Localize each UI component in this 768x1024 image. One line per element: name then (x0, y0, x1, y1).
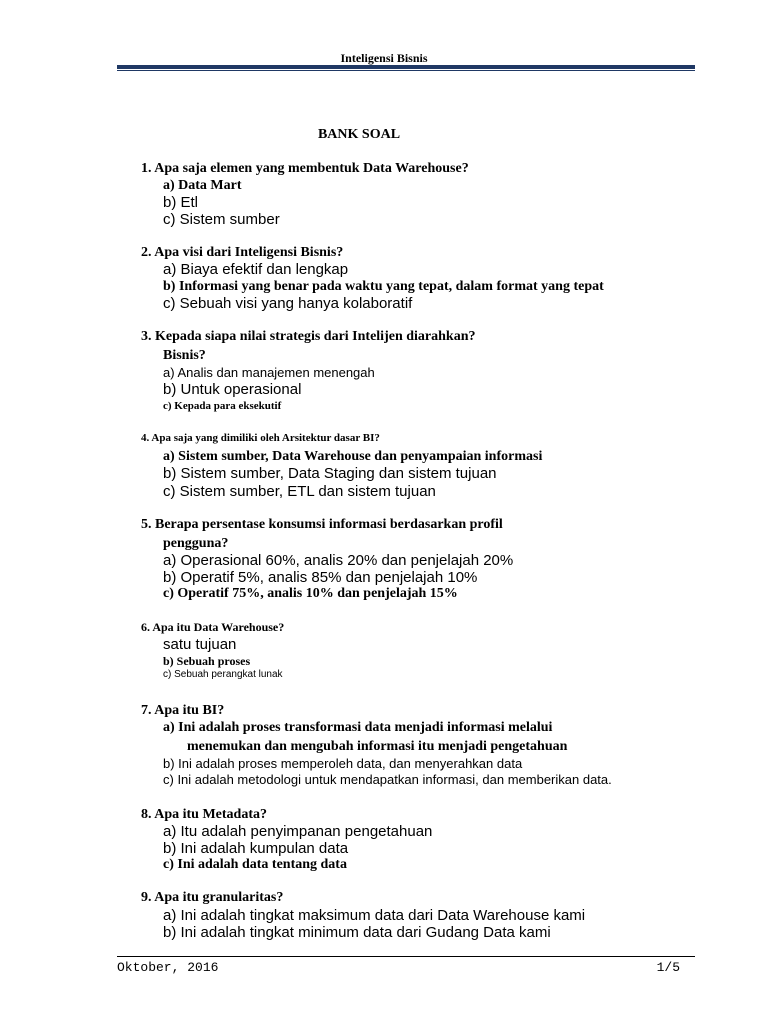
option-6c: c) Sebuah perangkat lunak (163, 669, 283, 680)
page-number: 1/5 (656, 960, 680, 975)
option-3b: b) Untuk operasional (163, 381, 302, 398)
option-3c: c) Kepada para eksekutif (163, 400, 282, 412)
option-4b: b) Sistem sumber, Data Staging dan sistem tujuan (163, 465, 497, 482)
question-7: 7. Apa itu BI? (141, 703, 225, 718)
question-4: 4. Apa saja yang dimiliki oleh Arsitektur dasar BI? (141, 432, 380, 444)
option-9a: a) Ini adalah tingkat maksimum data dari Data Warehouse kami (163, 907, 586, 924)
question-9: 9. Apa itu granularitas? (141, 890, 284, 905)
footer-rule (117, 956, 695, 957)
option-7b: b) Ini adalah proses memperoleh data, dan menyerahkan data (163, 756, 523, 771)
option-9b: b) Ini adalah tingkat minimum data dari Gudang Data kami (163, 924, 551, 941)
option-7a: a) Ini adalah proses transformasi data menjadi informasi melalui (163, 720, 553, 735)
option-6a: satu tujuan (163, 636, 237, 653)
document-title: BANK SOAL (317, 127, 401, 142)
question-8: 8. Apa itu Metadata? (141, 807, 267, 822)
option-8a: a) Itu adalah penyimpanan pengetahuan (163, 823, 433, 840)
question-1: 1. Apa saja elemen yang membentuk Data Warehouse? (141, 161, 469, 176)
question-6: 6. Apa itu Data Warehouse? (141, 620, 285, 634)
option-1a: a) Data Mart (163, 178, 242, 193)
option-5b: b) Operatif 5%, analis 85% dan penjelajah 10% (163, 569, 478, 586)
option-6b: b) Sebuah proses (163, 654, 251, 668)
footer-date: Oktober, 2016 (117, 960, 219, 975)
option-7c: c) Ini adalah metodologi untuk mendapatkan informasi, dan memberikan data. (163, 772, 612, 787)
option-4a: a) Sistem sumber, Data Warehouse dan penyampaian informasi (163, 449, 543, 464)
option-5a: a) Operasional 60%, analis 20% dan penjelajah 20% (163, 552, 514, 569)
option-2b: b) Informasi yang benar pada waktu yang tepat, dalam format yang tepat (163, 279, 604, 294)
option-7a-cont: menemukan dan mengubah informasi itu menjadi pengetahuan (187, 739, 568, 754)
option-1b: b) Etl (163, 194, 199, 211)
header-rule (117, 65, 695, 69)
option-2c: c) Sebuah visi yang hanya kolaboratif (163, 295, 413, 312)
question-5-cont: pengguna? (163, 536, 229, 551)
option-8b: b) Ini adalah kumpulan data (163, 840, 349, 857)
option-5c: c) Operatif 75%, analis 10% dan penjelajah 15% (163, 586, 458, 601)
question-3: 3. Kepada siapa nilai strategis dari Intelijen diarahkan? (141, 329, 476, 344)
running-header: Inteligensi Bisnis (340, 51, 428, 65)
option-3a: a) Analis dan manajemen menengah (163, 365, 375, 380)
question-3-cont: Bisnis? (163, 348, 206, 363)
question-5: 5. Berapa persentase konsumsi informasi berdasarkan profil (141, 517, 503, 532)
option-4c: c) Sistem sumber, ETL dan sistem tujuan (163, 483, 436, 500)
option-8c: c) Ini adalah data tentang data (163, 857, 347, 872)
option-2a: a) Biaya efektif dan lengkap (163, 261, 349, 278)
question-2: 2. Apa visi dari Inteligensi Bisnis? (141, 245, 344, 260)
header-rule-thin (117, 70, 695, 71)
option-1c: c) Sistem sumber (163, 211, 280, 228)
